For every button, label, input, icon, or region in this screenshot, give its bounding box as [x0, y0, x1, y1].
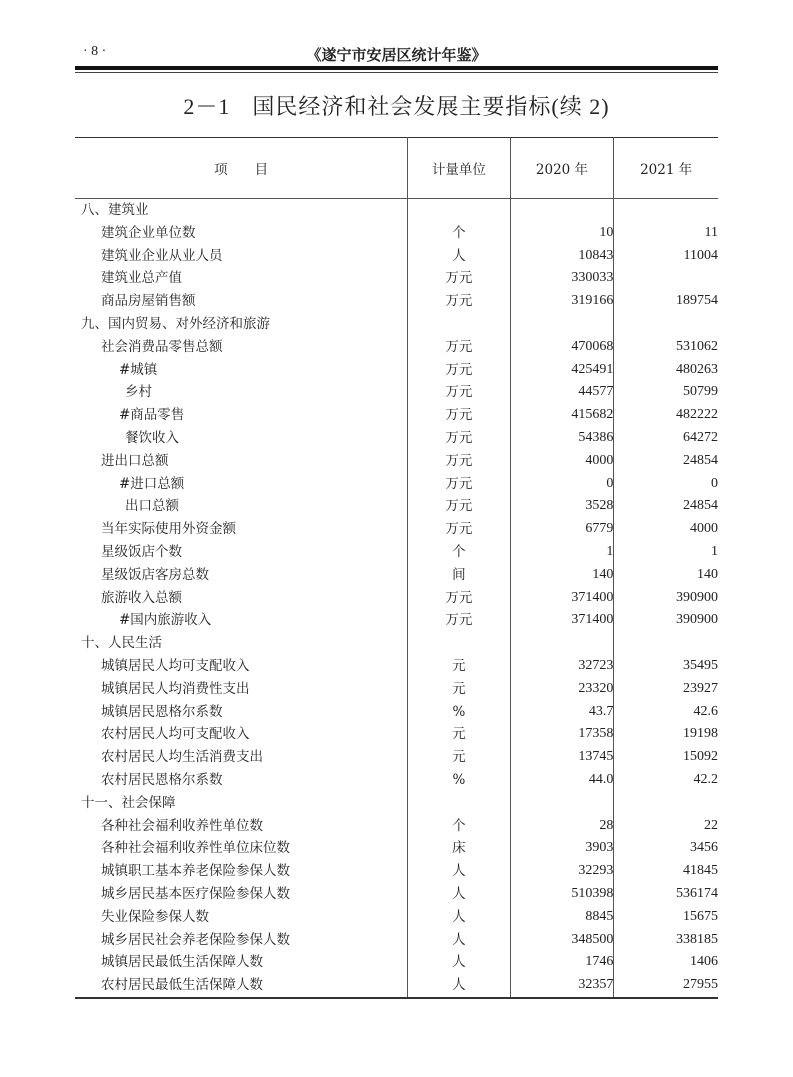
row-value-2020: 330033: [510, 267, 614, 290]
section-row: [75, 632, 718, 655]
row-value-2020: 4000: [510, 450, 614, 473]
row-unit: 元: [408, 655, 510, 678]
row-item-label: 九、国内贸易、对外经济和旅游: [81, 315, 270, 332]
row-item-label: 星级饭店客房总数: [101, 566, 209, 583]
row-item-label: 城乡居民社会养老保险参保人数: [101, 931, 290, 948]
table-row: [75, 473, 718, 496]
row-item-label: #商品零售: [119, 407, 185, 424]
row-value-2020: 319166: [510, 290, 614, 313]
table-row: [75, 974, 718, 998]
table-row: [75, 222, 718, 245]
row-item-label: 建筑业企业从业人员: [101, 247, 223, 264]
row-unit: [408, 632, 510, 655]
table-row: [75, 701, 718, 724]
row-value-2020: 54386: [510, 427, 614, 450]
row-value-2021: 22: [614, 815, 718, 838]
column-header-item: 项 目: [75, 138, 408, 199]
row-item-label: 乡村: [125, 384, 152, 401]
row-unit: 元: [408, 723, 510, 746]
row-value-2021: 23927: [614, 678, 718, 701]
table-row: [75, 951, 718, 974]
row-value-2021: 536174: [614, 883, 718, 906]
row-value-2020: 348500: [510, 929, 614, 952]
column-header-2020: 2020 年: [510, 138, 614, 199]
section-row: [75, 199, 718, 222]
row-unit: 人: [408, 860, 510, 883]
row-unit: 元: [408, 678, 510, 701]
row-value-2020: 415682: [510, 404, 614, 427]
row-value-2020: [510, 199, 614, 222]
table-row: [75, 837, 718, 860]
row-value-2021: 42.6: [614, 701, 718, 724]
row-item-label: 星级饭店个数: [101, 543, 182, 560]
page-number: · 8 ·: [83, 44, 107, 59]
table-row: [75, 723, 718, 746]
row-value-2021: 24854: [614, 495, 718, 518]
row-unit: 个: [408, 222, 510, 245]
row-value-2020: 43.7: [510, 701, 614, 724]
row-value-2021: 15092: [614, 746, 718, 769]
row-value-2020: [510, 313, 614, 336]
row-value-2021: 4000: [614, 518, 718, 541]
table-row: [75, 404, 718, 427]
row-value-2021: 482222: [614, 404, 718, 427]
row-unit: 间: [408, 564, 510, 587]
row-unit: 万元: [408, 473, 510, 496]
table-row: [75, 678, 718, 701]
table-row: [75, 587, 718, 610]
row-value-2021: 531062: [614, 336, 718, 359]
row-unit: 万元: [408, 609, 510, 632]
table-row: [75, 609, 718, 632]
row-item-label: 农村居民最低生活保障人数: [75, 974, 408, 998]
row-value-2020: 3528: [510, 495, 614, 518]
header-rule-thin: [75, 72, 718, 73]
row-value-2020: 6779: [510, 518, 614, 541]
row-value-2020: 32293: [510, 860, 614, 883]
row-value-2020: 0: [510, 473, 614, 496]
row-value-2021: 390900: [614, 587, 718, 610]
row-item-label: 旅游收入总额: [101, 589, 182, 606]
row-value-2021: 19198: [614, 723, 718, 746]
row-item-label: 社会消费品零售总额: [101, 338, 223, 355]
row-value-2020: 3903: [510, 837, 614, 860]
row-value-2021: 15675: [614, 906, 718, 929]
row-unit: 万元: [408, 359, 510, 382]
row-unit: [408, 199, 510, 222]
table-row: [75, 336, 718, 359]
row-unit: 万元: [408, 404, 510, 427]
row-item-label: 餐饮收入: [125, 429, 179, 446]
row-unit: [408, 313, 510, 336]
table-row: [75, 906, 718, 929]
row-unit: 床: [408, 837, 510, 860]
row-unit: 个: [408, 815, 510, 838]
row-value-2021: 480263: [614, 359, 718, 382]
row-unit: 人: [408, 245, 510, 268]
table-row: [75, 450, 718, 473]
indicators-table: [75, 137, 718, 999]
row-value-2020: 10: [510, 222, 614, 245]
table-number: 2－1: [183, 94, 231, 119]
row-unit: 万元: [408, 518, 510, 541]
row-unit: 万元: [408, 495, 510, 518]
row-value-2021: 27955: [614, 974, 718, 998]
table-title-text: 国民经济和社会发展主要指标(续 2): [252, 94, 610, 119]
table-row: [75, 769, 718, 792]
row-value-2020: 10843: [510, 245, 614, 268]
row-value-2021: [614, 313, 718, 336]
row-value-2020: 425491: [510, 359, 614, 382]
row-value-2020: 1746: [510, 951, 614, 974]
row-value-2020: 140: [510, 564, 614, 587]
row-value-2020: 44.0: [510, 769, 614, 792]
row-value-2021: 1: [614, 541, 718, 564]
row-item-label: 八、建筑业: [81, 202, 149, 218]
row-value-2021: 11004: [614, 245, 718, 268]
table-row: [75, 267, 718, 290]
row-unit: [408, 792, 510, 815]
row-value-2020: 470068: [510, 336, 614, 359]
row-value-2020: 510398: [510, 883, 614, 906]
row-value-2020: 32357: [510, 974, 614, 998]
row-value-2021: 338185: [614, 929, 718, 952]
row-unit: 万元: [408, 290, 510, 313]
row-value-2021: 50799: [614, 381, 718, 404]
row-value-2021: [614, 267, 718, 290]
row-value-2021: 11: [614, 222, 718, 245]
row-value-2020: 8845: [510, 906, 614, 929]
row-value-2021: 390900: [614, 609, 718, 632]
table-row: [75, 359, 718, 382]
table-row: [75, 860, 718, 883]
row-value-2021: [614, 632, 718, 655]
row-value-2021: [614, 199, 718, 222]
row-item-label: 城镇居民恩格尔系数: [101, 703, 223, 720]
table-row: [75, 564, 718, 587]
row-item-label: 各种社会福利收养性单位数: [101, 817, 263, 834]
row-value-2021: 189754: [614, 290, 718, 313]
row-value-2020: 44577: [510, 381, 614, 404]
row-unit: %: [408, 769, 510, 792]
row-value-2021: 3456: [614, 837, 718, 860]
row-item-label: 城镇居民人均消费性支出: [101, 680, 250, 697]
table-row: [75, 427, 718, 450]
row-item-label: 农村居民人均生活消费支出: [101, 749, 263, 766]
column-header-2021: 2021 年: [614, 138, 718, 199]
table-row: [75, 541, 718, 564]
table-row: [75, 815, 718, 838]
row-item-label: 城镇居民人均可支配收入: [101, 657, 250, 674]
table-row: [75, 495, 718, 518]
row-item-label: 建筑业总产值: [101, 270, 182, 287]
table-row: [75, 290, 718, 313]
row-value-2021: 64272: [614, 427, 718, 450]
column-header-unit: 计量单位: [408, 138, 510, 199]
row-unit: 人: [408, 906, 510, 929]
table-row: [75, 655, 718, 678]
row-unit: 万元: [408, 427, 510, 450]
row-unit: 万元: [408, 450, 510, 473]
row-item-label: 城镇职工基本养老保险参保人数: [101, 863, 290, 880]
row-item-label: 商品房屋销售额: [101, 293, 196, 310]
row-unit: %: [408, 701, 510, 724]
row-item-label: #城镇: [119, 361, 158, 378]
table-title: [75, 90, 718, 121]
row-item-label: 建筑企业单位数: [101, 224, 196, 241]
row-value-2020: 13745: [510, 746, 614, 769]
row-value-2020: 17358: [510, 723, 614, 746]
row-item-label: #国内旅游收入: [119, 612, 212, 629]
row-unit: 人: [408, 929, 510, 952]
table-row: [75, 746, 718, 769]
running-header: [75, 44, 718, 64]
row-value-2021: 140: [614, 564, 718, 587]
row-value-2020: 28: [510, 815, 614, 838]
row-value-2021: 24854: [614, 450, 718, 473]
table-header-row: [75, 138, 718, 199]
section-row: [75, 313, 718, 336]
row-unit: 万元: [408, 587, 510, 610]
row-item-label: 城镇居民最低生活保障人数: [101, 954, 263, 971]
row-item-label: 各种社会福利收养性单位床位数: [101, 840, 290, 857]
row-value-2021: 0: [614, 473, 718, 496]
book-title: 《遂宁市安居区统计年鉴》: [306, 46, 487, 64]
row-item-label: 十、人民生活: [81, 635, 162, 652]
row-unit: 万元: [408, 381, 510, 404]
row-value-2021: 41845: [614, 860, 718, 883]
row-value-2020: 32723: [510, 655, 614, 678]
header-rule-thick: [75, 66, 718, 70]
table-row: [75, 929, 718, 952]
row-value-2021: 42.2: [614, 769, 718, 792]
row-value-2020: 371400: [510, 609, 614, 632]
row-value-2020: 371400: [510, 587, 614, 610]
row-unit: 万元: [408, 336, 510, 359]
row-item-label: 进出口总额: [101, 452, 169, 469]
row-value-2021: 35495: [614, 655, 718, 678]
table-row: [75, 518, 718, 541]
row-item-label: 失业保险参保人数: [101, 908, 209, 925]
row-value-2020: 23320: [510, 678, 614, 701]
row-value-2021: 1406: [614, 951, 718, 974]
row-item-label: 当年实际使用外资金额: [101, 521, 236, 538]
row-unit: 元: [408, 746, 510, 769]
row-unit: 个: [408, 541, 510, 564]
table-row: [75, 245, 718, 268]
row-unit: 万元: [408, 267, 510, 290]
row-item-label: 农村居民恩格尔系数: [101, 771, 223, 788]
row-item-label: 出口总额: [125, 498, 179, 515]
table-row: [75, 381, 718, 404]
row-value-2020: 1: [510, 541, 614, 564]
row-item-label: 城乡居民基本医疗保险参保人数: [101, 885, 290, 902]
section-row: [75, 792, 718, 815]
row-value-2020: [510, 632, 614, 655]
row-item-label: 农村居民人均可支配收入: [101, 726, 250, 743]
row-unit: 人: [408, 974, 510, 998]
row-unit: 人: [408, 951, 510, 974]
row-item-label: 十一、社会保障: [81, 794, 176, 811]
row-unit: 人: [408, 883, 510, 906]
row-value-2021: [614, 792, 718, 815]
row-value-2020: [510, 792, 614, 815]
row-item-label: #进口总额: [119, 475, 185, 492]
table-row: [75, 883, 718, 906]
